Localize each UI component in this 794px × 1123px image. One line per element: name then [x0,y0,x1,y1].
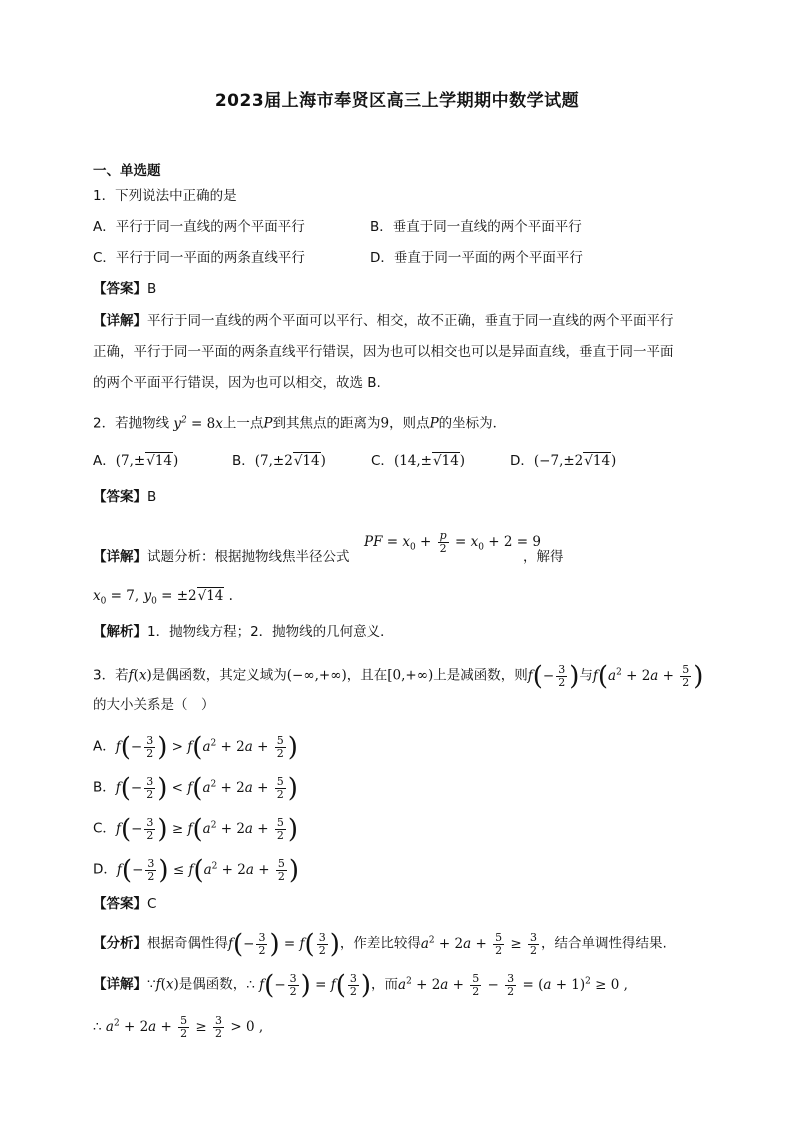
q3-option-a [93,733,298,760]
option-label: C． [93,820,116,837]
q2-detail-tail: ，解得 [523,549,564,565]
domain-interval: (−∞,+∞) [286,667,347,684]
detail-text: 是偶函数， [178,976,247,993]
option-label: D． [510,453,534,469]
detail-tag: 【详解】 [93,549,147,565]
option-math: f(− $\frac{3}{2}$ ) ≥ $f(a^2 + 2a$ + $\frac{5}{2}$ ) [115,814,299,844]
q1-detail-line-2: 正确，平行于同一平面的两条直线平行错误，因为也可以相交也可以是异面直线，垂直于同一平面 [93,344,674,360]
section-heading: 一、单选题 [93,163,161,179]
q3-stem-text: 3．若 [93,667,129,684]
option-math: f(− $\frac{3}{2}$ ) < $f(a^2 + 2a$ + $\frac{5}{2}$ ) [115,773,298,803]
q2-detail [93,547,350,567]
f-expr: $f(a^2 + 2a$ + $\frac{5}{2}$ ) [592,661,704,691]
analysis-text: ，结合单调性得结果. [541,935,667,952]
detail-text: 试题分析：根据抛物线焦半径公式 [147,549,350,565]
option-math: (14,±√14) [393,453,466,469]
analysis-text: ，作差比较得 [339,935,421,952]
fx: f(x) [128,667,152,684]
q2-analysis [93,622,394,642]
q2-answer [93,487,156,507]
option-label: A． [93,738,116,755]
q3-stem-text: 是偶函数，其定义域为 [151,667,287,684]
q3-answer [93,894,156,914]
q2-formula: PF = $x_0$ + $\frac{p}{2}$ = $x_0 + 2 = 9$ [364,529,541,555]
option-math: (7,±2√14) [254,453,326,469]
analysis-text: 1．抛物线方程；2．抛物线的几何意义． [147,624,394,640]
q3-detail [93,971,628,998]
q1-answer [93,279,156,299]
analysis-tag: 【解析】 [93,624,147,640]
detail-tag: 【详解】 [93,976,147,993]
q2-stem-text: 2．若抛物线 [93,415,170,432]
q1-option-a: A．平行于同一直线的两个平面平行 [93,219,305,235]
q2-equation: $y^2 = 8x$ [173,415,223,432]
q2-stem [93,410,506,434]
q2-option-d [510,451,616,471]
q3-detail-line-2 [93,1013,263,1040]
option-label: A． [93,453,116,469]
q2-option-b [232,451,326,471]
analysis-tag: 【分析】 [93,935,147,952]
q3-option-c [93,815,298,842]
q1-option-c: C．平行于同一平面的两条直线平行 [93,250,305,266]
q2-stem-text: 上一点 [222,415,264,432]
q1-stem: 1．下列说法中正确的是 [93,188,237,204]
q2-stem-text: ，则点 [389,415,430,432]
q1-option-b: B．垂直于同一直线的两个平面平行 [370,219,582,235]
page-title: 2023届上海市奉贤区高三上学期期中数学试题 [214,91,580,111]
q3-stem-text: 与 [579,667,593,684]
point-p: P [263,415,273,432]
analysis-math: $a^2 + 2a$ + $\frac{5}{2}$ ≥ $\frac{3}{2}$ [420,930,537,957]
q2-stem-text: 的坐标为． [438,415,507,432]
q3-stem-text: ，且在 [346,667,388,684]
option-label: D． [93,861,117,878]
q2-stem-text: 到其焦点的距离为 [272,415,381,432]
q3-option-d [93,856,299,883]
detail-math: ∴ $a^2 + 2a$ + $\frac{5}{2}$ ≥ $\frac{3}{2}$ > 0 , [93,1013,264,1040]
answer-tag: 【答案】 [93,281,147,297]
answer-tag: 【答案】 [93,489,147,505]
answer-value: B [147,281,157,297]
answer-value: C [147,896,157,912]
option-math: f(− $\frac{3}{2}$ ) ≤ $f(a^2 + 2a$ + $\frac{5}{2}$ ) [116,855,299,885]
q3-option-b [93,774,298,801]
q3-analysis [93,930,667,957]
q2-option-c [371,451,465,471]
option-math: (−7,±2√14) [533,453,617,469]
option-label: C． [371,453,394,469]
answer-value: B [147,489,157,505]
q3-stem-text: 上是减函数，则 [433,667,528,684]
analysis-math: f(− $\frac{3}{2}$ ) = f( $\frac{3}{2}$ ) [228,929,340,959]
q2-solution: $x_0 = 7$, $y_0 = \pm 2√14$ . [93,588,233,607]
q1-option-d: D．垂直于同一平面的两个平面平行 [370,250,583,266]
point-p: P [429,415,439,432]
option-math: (7,±√14) [115,453,179,469]
detail-tag: 【详解】 [93,313,147,329]
q3-stem-line-2: 的大小关系是（ ） [93,697,215,713]
detail-text: 平行于同一直线的两个平面可以平行、相交，故不正确，垂直于同一直线的两个平面平行 [147,313,674,329]
detail-text: ，而 [371,976,399,993]
detail-math: ∵f(x) [147,976,179,993]
q3-stem-line-1 [93,662,703,689]
detail-math: $a^2 + 2a$ + $\frac{5}{2}$ − $\frac{3}{2}$ = $(a + 1)^2 \ge 0$ , [398,971,628,998]
answer-tag: 【答案】 [93,896,147,912]
analysis-text: 根据奇偶性得 [147,935,228,952]
q1-detail-line-3: 的两个平面平行错误，因为也可以相交，故选 B. [93,375,381,391]
detail-math: ∴ f(− $\frac{3}{2}$ ) = f( $\frac{3}{2}$ ) [246,970,372,1000]
option-label: B． [93,779,116,796]
option-math: f(− $\frac{3}{2}$ ) > $f(a^2 + 2a$ + $\frac{5}{2}$ ) [115,732,298,762]
distance-value: 9 [380,415,390,432]
q1-detail-line-1 [93,311,674,331]
q2-option-a [93,451,178,471]
option-label: B． [232,453,255,469]
interval: [0,+∞) [387,667,434,684]
f-neg-3-2: f(− $\frac{3}{2}$ ) [527,661,580,691]
